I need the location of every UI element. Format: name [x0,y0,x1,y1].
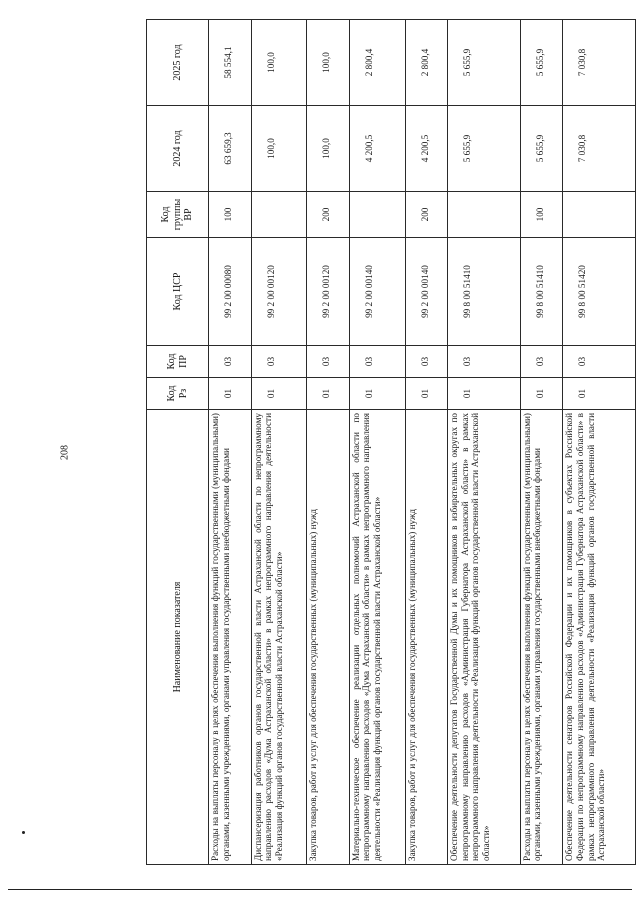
row-csr: 99 2 00 00140 [349,238,405,346]
row-rz: 01 [251,378,307,410]
table-container [146,20,636,865]
table-row [349,20,405,865]
row-pr: 03 [448,346,521,378]
row-pr: 03 [520,346,563,378]
row-name: Обеспечение деятельности сенаторов Российской Федерации и их помощников в субъектах Российской Федерации по непрограммному направлению расходов «Администрация Губернатора Астраханской области» в рамках непрограммного направления деятельности «Реализация функций органов государственной власти Астраханской области» [563,410,636,865]
header-2024: 2024 год [147,106,209,192]
row-name: Закупка товаров, работ и услуг для обеспечения государственных (муниципальных) нужд [405,410,448,865]
row-vr [349,192,405,238]
row-name: Расходы на выплаты персоналу в целях обеспечения выполнения функций государственными (муниципальными) органами, казенными учреждениями, органами управления государственными внебюджетными фондами [209,410,252,865]
row-vr [448,192,521,238]
table-row [405,20,448,865]
row-name: Диспансеризация работников органов государственной власти Астраханской области по непрограммному направлению расходов «Дума Астраханской области» в рамках непрограммного направления деятельности «Реализация функций органов государственной власти Астраханской области» [251,410,307,865]
row-2024: 100,0 [307,106,350,192]
row-2025: 5 655,9 [448,20,521,106]
row-csr: 99 2 00 00140 [405,238,448,346]
row-2024: 5 655,9 [520,106,563,192]
row-2024: 7 030,8 [563,106,636,192]
row-csr: 99 2 00 00120 [307,238,350,346]
row-name: Закупка товаров, работ и услуг для обеспечения государственных (муниципальных) нужд [307,410,350,865]
table-row [209,20,252,865]
header-pr: Код ПР [147,346,209,378]
row-rz: 01 [349,378,405,410]
header-rz: Код Рз [147,378,209,410]
row-2025: 2 800,4 [349,20,405,106]
row-vr: 200 [405,192,448,238]
row-2025: 5 655,9 [520,20,563,106]
row-2025: 100,0 [307,20,350,106]
row-vr: 100 [209,192,252,238]
bottom-rule [8,889,632,890]
row-vr [251,192,307,238]
row-2025: 2 800,4 [405,20,448,106]
row-2024: 4 200,5 [405,106,448,192]
row-2024: 5 655,9 [448,106,521,192]
row-pr: 03 [251,346,307,378]
page-number: 208 [59,445,71,460]
table-row [520,20,563,865]
row-2025: 58 554,1 [209,20,252,106]
row-csr: 99 8 00 51410 [520,238,563,346]
row-vr [563,192,636,238]
budget-table [146,19,636,865]
row-csr: 99 2 00 00080 [209,238,252,346]
table-row [448,20,521,865]
table-row [251,20,307,865]
rotated-table-frame [146,20,636,865]
header-csr: Код ЦСР [147,238,209,346]
row-rz: 01 [520,378,563,410]
row-name: Материально-техническое обеспечение реализации отдельных полномочий Астраханской области по непрограммному направлению расходов «Дума Астраханской области» в рамках непрограммного направления деятельности «Реализация функций органов государственной власти Астраханской области» [349,410,405,865]
header-row [147,20,209,865]
row-rz: 01 [563,378,636,410]
row-csr: 99 2 00 00120 [251,238,307,346]
row-rz: 01 [307,378,350,410]
header-name: Наименование показателя [147,410,209,865]
row-2024: 63 659,3 [209,106,252,192]
row-vr: 100 [520,192,563,238]
row-pr: 03 [209,346,252,378]
row-name: Расходы на выплаты персоналу в целях обеспечения выполнения функций государственными (муниципальными) органами, казенными учреждениями, органами управления государственными внебюджетными фондами [520,410,563,865]
row-rz: 01 [448,378,521,410]
row-name: Обеспечение деятельности депутатов Государственной Думы и их помощников в избирательных округах по непрограммному направлению расходов «Администрация Губернатора Астраханской области» в рамках непрограммного направления деятельности «Реализация функций органов государственной власти Астраханской области» [448,410,521,865]
row-csr: 99 8 00 51410 [448,238,521,346]
table-row [307,20,350,865]
row-pr: 03 [307,346,350,378]
margin-dot [22,831,25,834]
row-2025: 7 030,8 [563,20,636,106]
row-pr: 03 [563,346,636,378]
row-csr: 99 8 00 51420 [563,238,636,346]
row-rz: 01 [209,378,252,410]
row-pr: 03 [349,346,405,378]
header-2025: 2025 год [147,20,209,106]
row-2024: 4 200,5 [349,106,405,192]
row-rz: 01 [405,378,448,410]
row-vr: 200 [307,192,350,238]
row-pr: 03 [405,346,448,378]
table-row [563,20,636,865]
row-2025: 100,0 [251,20,307,106]
header-vr: Код группы ВР [147,192,209,238]
row-2024: 100,0 [251,106,307,192]
